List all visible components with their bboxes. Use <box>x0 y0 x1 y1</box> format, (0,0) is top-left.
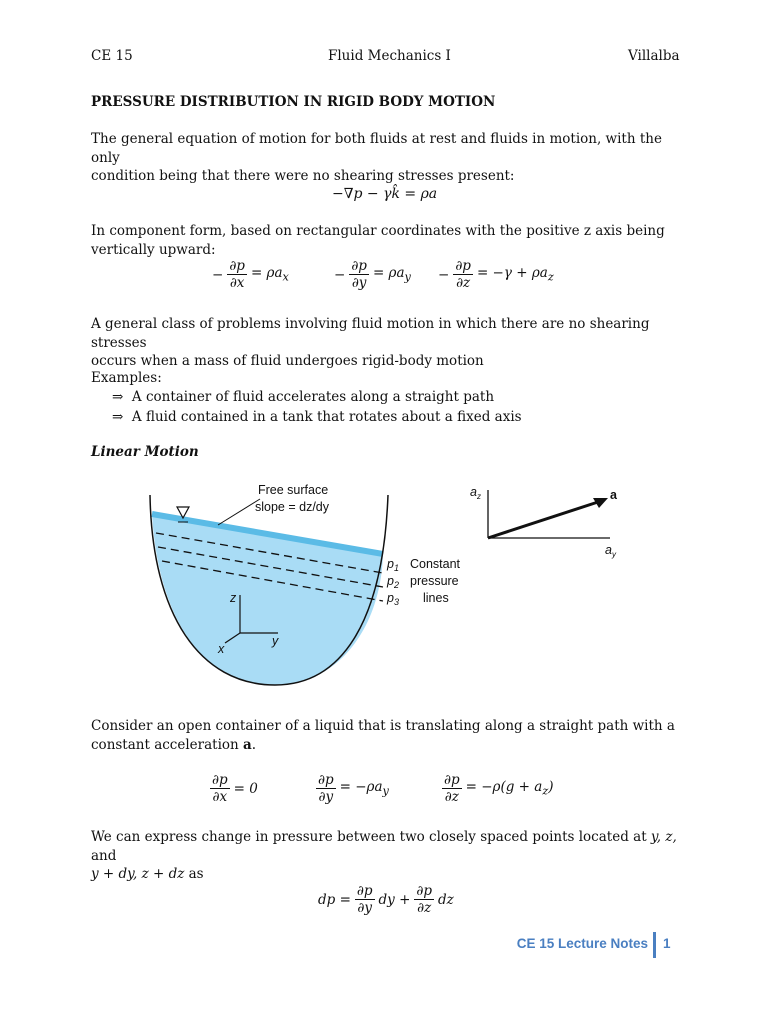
x-axis-label: x <box>218 642 225 656</box>
accel-equation-y: $\frac{\partial p}{\partial y}$ = $-\rho a_y$ <box>318 772 389 805</box>
component-equation-z: − $\frac{\partial p}{\partial z}$ = $-\gamma + \rho a_z$ <box>438 258 554 291</box>
consider-line-2: constant acceleration a. <box>91 736 257 753</box>
rigid-body-line-2: occurs when a mass of fluid undergoes rigid-body motion <box>91 353 484 369</box>
rigid-body-paragraph <box>91 315 691 371</box>
intro-paragraph <box>91 130 691 186</box>
acceleration-arrow <box>488 502 598 538</box>
accel-equation-x: $\frac{\partial p}{\partial x}$ = 0 <box>212 772 258 805</box>
intro-line-1: The general equation of motion for both fluids at rest and fluids in motion, with the only <box>91 131 662 166</box>
consider-paragraph <box>91 717 691 754</box>
example-item-1: ⇒ A container of fluid accelerates along a straight path <box>112 389 495 405</box>
free-surface-label: Free surface <box>258 483 329 497</box>
header-author: Villalba <box>628 48 680 64</box>
p3-label: $p_3$ <box>387 591 399 607</box>
z-axis-label: z <box>230 591 237 605</box>
az-label: $a_z$ <box>470 485 481 501</box>
accel-equation-z: $\frac{\partial p}{\partial z}$ = $-\rho(g + a_z)$ <box>444 772 554 805</box>
fluid-body <box>152 514 383 685</box>
a-label: a <box>610 488 617 502</box>
ay-label: $a_y$ <box>605 543 616 559</box>
rigid-body-line-1: A general class of problems involving fluid motion in which there are no shearing stresses <box>91 316 650 351</box>
footer-label: CE 15 Lecture Notes <box>516 936 648 951</box>
express-line-1: We can express change in pressure between two closely spaced points located at y, z, and <box>91 829 677 864</box>
p2-label: $p_2$ <box>387 574 399 590</box>
footer-divider <box>653 932 656 958</box>
examples-label: Examples: <box>91 370 162 386</box>
component-paragraph <box>91 222 691 259</box>
intro-line-2: condition being that there were no shearing stresses present: <box>91 168 515 184</box>
y-axis-label: y <box>272 634 279 648</box>
equation-of-motion: −∇p − γk̂ = ρa <box>332 186 438 202</box>
p1-label: $p_1$ <box>387 557 399 573</box>
page-number: 1 <box>663 936 671 951</box>
component-equation-y: − $\frac{\partial p}{\partial y}$ = $\rho a_y$ <box>334 258 411 291</box>
lines-label: lines <box>423 591 449 605</box>
dp-equation: dp = $\frac{\partial p}{\partial y}$ dy + $\frac{\partial p}{\partial z}$ dz <box>318 883 454 916</box>
component-line-2: vertically upward: <box>91 241 216 258</box>
section-title: PRESSURE DISTRIBUTION IN RIGID BODY MOTION <box>91 94 496 110</box>
constant-label: Constant <box>410 557 461 571</box>
slope-label: slope = dz/dy <box>255 500 330 514</box>
linear-motion-heading: Linear Motion <box>91 444 199 460</box>
pressure-label: pressure <box>410 574 459 588</box>
implies-arrow-icon: ⇒ <box>112 409 124 425</box>
consider-line-1: Consider an open container of a liquid that is translating along a straight path with a <box>91 718 675 734</box>
component-equation-x: − $\frac{\partial p}{\partial x}$ = $\rho a_x$ <box>212 258 289 291</box>
tank-diagram <box>140 475 480 690</box>
express-paragraph <box>91 828 691 884</box>
acceleration-vector-diagram <box>460 478 640 568</box>
implies-arrow-icon: ⇒ <box>112 389 124 405</box>
examples-list <box>112 387 522 427</box>
free-surface-leader <box>218 499 260 525</box>
header-subject: Fluid Mechanics I <box>328 48 451 64</box>
header-course: CE 15 <box>91 48 133 64</box>
component-line-1: In component form, based on rectangular coordinates with the positive z axis being <box>91 223 665 239</box>
express-line-2: y + dy, z + dz as <box>91 866 204 882</box>
example-item-2: ⇒ A fluid contained in a tank that rotates about a fixed axis <box>112 409 522 425</box>
